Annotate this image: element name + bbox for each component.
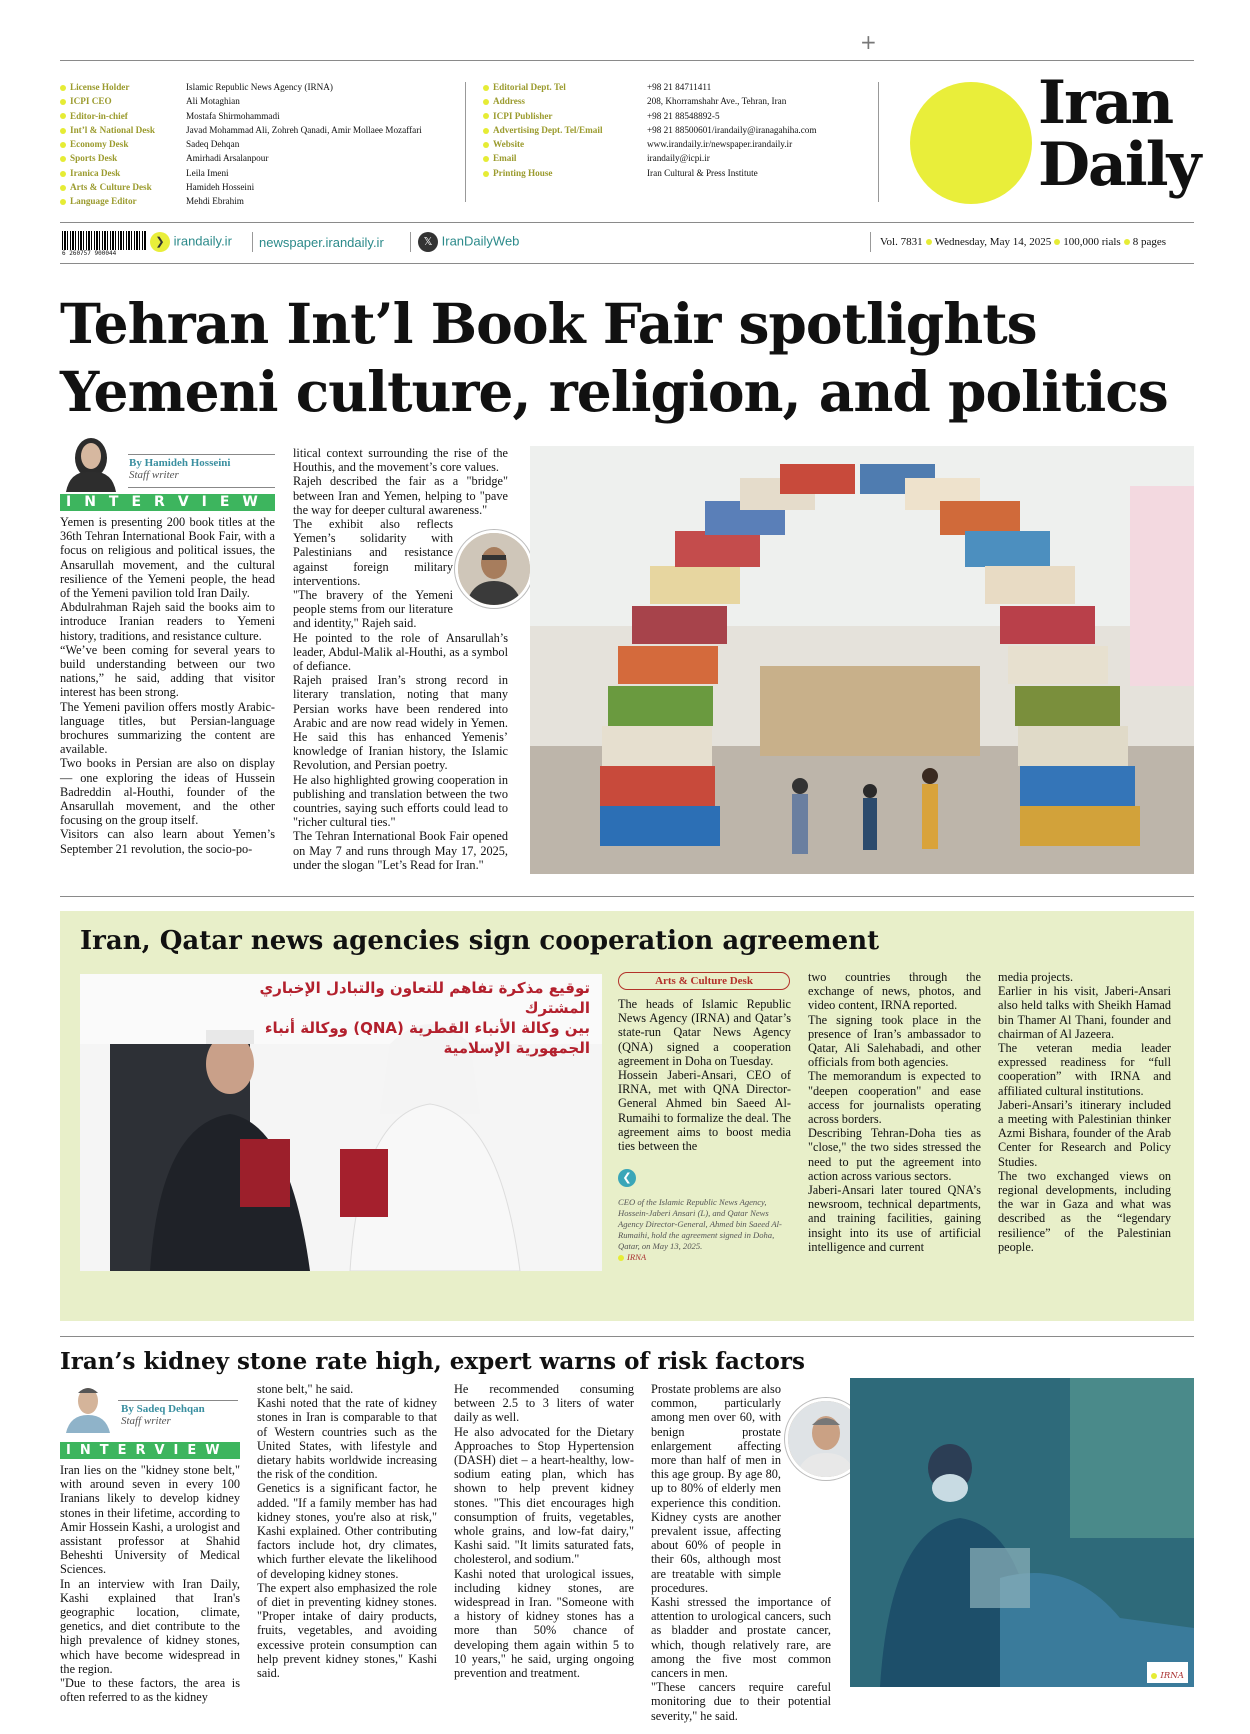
masthead-value: Sadeq Dehqan bbox=[186, 139, 240, 150]
article3-col3 bbox=[454, 1382, 634, 1680]
paragraph: Jaberi-Ansari’s itinerary included a meeting with Palestinian thinker Azmi Bishara, founder of the Arab Center for Research and Policy Studies. bbox=[998, 1097, 1171, 1169]
photo-credit-box bbox=[1147, 1662, 1188, 1683]
paragraph: Visitors can also learn about Yemen’s September 21 revolution, the socio-po- bbox=[60, 827, 275, 856]
masthead-value: 208, Khorramshahr Ave., Tehran, Iran bbox=[647, 96, 787, 107]
paper-link[interactable]: newspaper.irandaily.ir bbox=[259, 235, 384, 250]
issue-info bbox=[880, 236, 1166, 248]
banner-text bbox=[220, 978, 590, 1058]
article3-col2 bbox=[257, 1382, 437, 1680]
paragraph: The exhibit also reflects Yemen’s solidarity with Palestinians and resistance against foreign military interventions. bbox=[293, 517, 453, 588]
paragraph: media projects. bbox=[998, 970, 1074, 984]
x-link[interactable] bbox=[418, 232, 519, 252]
masthead-label: License Holder bbox=[60, 80, 185, 94]
paragraph: "Due to these factors, the area is often referred to as the kidney bbox=[60, 1676, 240, 1705]
paragraph: Earlier in his visit, Jaberi-Ansari also held talks with Sheikh Hamad bin Thamer Al Thani, founder and chairman of Al Jazeera. bbox=[998, 984, 1171, 1041]
paragraph: Kashi noted that urological issues, including kidney stones, are widespread in Iran. "Someone with a history of kidney stones has a more than 50% chance of developing them again within 5 to 10 years," he said, urging ongoing prevention and treatment. bbox=[454, 1566, 634, 1681]
caption-text: CEO of the Islamic Republic News Agency, Hossein-Jaberi Ansari (L), and Qatar News Agency Director-General, Ahmed bin Saeed Al-Rumaihi, hold the agreement signed in Doha, Qatar, on May 13, 2025. bbox=[618, 1197, 782, 1251]
byline-role: Staff writer bbox=[121, 1415, 171, 1427]
headline-line: Yemeni culture, religion, and politics bbox=[60, 359, 1168, 424]
article1-byline bbox=[129, 457, 230, 481]
infobar-divider bbox=[410, 232, 411, 252]
masthead-label: Int’l & National Desk bbox=[60, 123, 185, 137]
masthead-value: Leila Imeni bbox=[186, 167, 229, 178]
article3-col1 bbox=[60, 1463, 240, 1704]
masthead-value: Javad Mohammad Ali, Zohreh Qanadi, Amir Mollaee Mozaffari bbox=[186, 124, 422, 135]
article1-col1 bbox=[60, 515, 275, 856]
masthead-label: Editorial Dept. Tel bbox=[483, 80, 643, 94]
section-rule bbox=[60, 1336, 1194, 1337]
article1-headline[interactable] bbox=[60, 290, 1168, 426]
byline-role: Staff writer bbox=[129, 469, 179, 481]
paragraph: stone belt," he said. bbox=[257, 1382, 354, 1396]
issue-price: 100,000 rials bbox=[1063, 236, 1121, 248]
issue-vol: Vol. 7831 bbox=[880, 236, 923, 248]
masthead-value: Islamic Republic News Agency (IRNA) bbox=[186, 82, 333, 92]
article3-headline[interactable]: Iran’s kidney stone rate high, expert warns of risk factors bbox=[60, 1348, 805, 1375]
book-arch-photo bbox=[530, 446, 1194, 874]
masthead-label: ICPI Publisher bbox=[483, 109, 643, 123]
paragraph: Yemen is presenting 200 book titles at the 36th Tehran International Book Fair, with a focus on religious and political issues, the Ansarullah movement, and the cultural resilience of the Yemeni people, the head of the Yemeni pavilion told Iran Daily. bbox=[60, 515, 275, 601]
paragraph: He also advocated for the Dietary Approaches to Stop Hypertension (DASH) diet – a heart-healthy, low-sodium eating plan, which has shown to help prevent kidney stones. "This diet encourages high consumption of fruits, vegetables, whole grains, and low-fat dairy," Kashi said. "It limits saturated fats, cholesterol, and sodium." bbox=[454, 1424, 634, 1567]
masthead-value: +98 21 84711411 bbox=[647, 82, 712, 92]
chevron-right-icon: ❯ bbox=[150, 232, 170, 252]
article1-col2 bbox=[293, 446, 508, 872]
paragraph: In an interview with Iran Daily, Kashi explained that Iran's geographic location, climate, genetics, and diet contribute to the high prevalence of kidney stones, which have become widespread in the region. bbox=[60, 1576, 240, 1676]
masthead-label: Sports Desk bbox=[60, 151, 185, 165]
paragraph: Rajeh praised Iran’s strong record in literary translation, noting that many Persian works have been rendered into Arabic and are now read widely in Yemen. He said this has enhanced Yemenis’ knowledge of Iranian history, the Islamic Revolution, and Persian poetry. bbox=[293, 673, 508, 773]
masthead-label: Printing House bbox=[483, 166, 643, 180]
paragraph: Abdulrahman Rajeh said the books aim to introduce Iranian readers to Yemeni history, traditions, and resistance culture. bbox=[60, 600, 275, 643]
masthead-divider bbox=[878, 82, 879, 202]
paragraph: The signing took place in the presence of Iran’s ambassador to Qatar, Ali Salehabadi, and other officials from both agencies. bbox=[808, 1012, 981, 1070]
x-logo-icon: 𝕏 bbox=[418, 232, 438, 252]
infobar-bottom-rule bbox=[60, 263, 1194, 264]
masthead-label: Email bbox=[483, 151, 643, 165]
signing-photo bbox=[80, 974, 602, 1271]
issue-date: Wednesday, May 14, 2025 bbox=[934, 236, 1052, 248]
masthead-label: Arts & Culture Desk bbox=[60, 180, 185, 194]
paragraph: Rajeh described the fair as a "bridge" between Iran and Yemen, helping to "pave the way for deeper cultural awareness." bbox=[293, 474, 508, 517]
chevron-left-icon[interactable]: ❮ bbox=[618, 1169, 636, 1187]
byline-rule bbox=[128, 487, 275, 488]
paragraph: The heads of Islamic Republic News Agency (IRNA) and Qatar’s state-run Qatar News Agency (QNA) signed a cooperation agreement in Doha on Tuesday. bbox=[618, 997, 791, 1068]
paragraph: He also highlighted growing cooperation in publishing and translation between the two countries, saying such efforts could lead to "richer cultural ties." bbox=[293, 772, 508, 830]
site-link-text: irandaily.ir bbox=[173, 233, 232, 249]
masthead-label: Address bbox=[483, 94, 643, 108]
article2-col2 bbox=[808, 970, 981, 1254]
masthead-value: irandaily@icpi.ir bbox=[647, 153, 710, 164]
paragraph: The two exchanged views on regional developments, including the war in Gaza and what was described as the “legendary resilience” of the Palestinian people. bbox=[998, 1168, 1171, 1254]
paragraph: Hossein Jaberi-Ansari, CEO of IRNA, met with QNA Director-General Ahmed bin Saeed Al-Rumaihi to formalize the deal. The agreement aims to boost media ties between the bbox=[618, 1068, 791, 1154]
masthead-values-left bbox=[186, 80, 456, 209]
book-arch-illustration bbox=[530, 446, 1194, 874]
masthead-value: +98 21 88548892-5 bbox=[647, 110, 720, 121]
author-avatar bbox=[60, 1383, 116, 1433]
paragraph: Two books in Persian are also on display — one exploring the ideas of Hussein Badreddin al-Houthi, founder of the Ansarullah movement, and the other focusing on the group itself. bbox=[60, 756, 275, 828]
interview-badge: INTERVIEW bbox=[60, 1442, 240, 1459]
paragraph: Genetics is a significant factor, he added. "If a family member has had kidney stones, you're also at risk," Kashi explained. Other contributing factors include hot, dry climates, which further elevate the likelihood of developing kidney stones. bbox=[257, 1481, 437, 1581]
paragraph: Kashi stressed the importance of attention to urological cancers, such as bladder and prostate cancer, which, though relatively rare, are among the five most common cancers in men. bbox=[651, 1595, 831, 1681]
paragraph: The veteran media leader expressed readiness for “full cooperation” with IRNA and affiliated cultural institutions. bbox=[998, 1041, 1171, 1098]
interviewee-avatar bbox=[455, 530, 533, 608]
paragraph: The expert also emphasized the role of diet in preventing kidney stones. "Proper intake of dairy products, fruits, vegetables, and avoiding excessive protein consumption can help prevent kidney stones," Kashi said. bbox=[257, 1580, 437, 1681]
article2-col3 bbox=[998, 970, 1171, 1254]
paragraph: "These cancers require careful monitoring due to their potential severity," he said. bbox=[651, 1680, 831, 1723]
paragraph: "The bravery of the Yemeni people stems from our literature and identity," Rajeh said. bbox=[293, 588, 453, 631]
logo-sun-icon bbox=[910, 82, 1032, 204]
masthead-values-right bbox=[647, 80, 872, 180]
surgery-illustration bbox=[850, 1378, 1194, 1687]
infobar-divider bbox=[870, 232, 871, 252]
byline-name[interactable]: By Sadeq Dehqan bbox=[121, 1403, 205, 1415]
masthead-value: Iran Cultural & Press Institute bbox=[647, 167, 758, 178]
photo-credit: IRNA bbox=[1151, 1671, 1184, 1681]
paragraph: He pointed to the role of Ansarullah’s leader, Abdul-Malik al-Houthi, as a symbol of defiance. bbox=[293, 630, 508, 674]
masthead-value: www.irandaily.ir/newspaper.irandaily.ir bbox=[647, 139, 793, 150]
masthead-label: Editor-in-chief bbox=[60, 109, 185, 123]
article3-byline bbox=[121, 1403, 205, 1427]
banner-line: بين وكالة الأنباء القطرية (QNA) ووكالة أنباء الجمهورية الإسلامية bbox=[264, 1019, 590, 1057]
masthead-value: Ali Motaghian bbox=[186, 96, 240, 107]
paragraph: Jaberi-Ansari later toured QNA’s newsroom, technical departments, and training facilities, gaining insight into its use of artificial intelligence and current bbox=[808, 1183, 981, 1254]
byline-rule bbox=[128, 454, 275, 455]
masthead-label: Economy Desk bbox=[60, 137, 185, 151]
paragraph: Prostate problems are also common, particularly among men over 60, with benign prostate enlargement affecting more than half of men in this age group. By age 80, up to 80% of elderly men experience this condition. Kidney cysts are another prevalent issue, affecting about 60% of people in their 60s, although most are treatable with simple procedures. bbox=[651, 1382, 781, 1595]
paragraph: The Tehran International Book Fair opened on May 7 and runs through May 17, 2025, under the slogan "Let’s Read for Iran." bbox=[293, 829, 508, 872]
masthead-value: Amirhadi Arsalanpour bbox=[186, 153, 269, 164]
interview-badge: INTERVIEW bbox=[60, 494, 275, 511]
masthead-label: Advertising Dept. Tel/Email bbox=[483, 123, 643, 137]
logo-line1: Iran bbox=[1038, 68, 1173, 138]
masthead-value: Mehdi Ebrahim bbox=[186, 196, 244, 207]
photo-credit: IRNA bbox=[618, 1252, 788, 1263]
masthead-label: Website bbox=[483, 137, 643, 151]
author-avatar bbox=[60, 434, 122, 492]
headline-line: Tehran Int’l Book Fair spotlights bbox=[60, 291, 1037, 356]
logo[interactable] bbox=[1038, 68, 1200, 200]
paragraph: Iran lies on the "kidney stone belt," with around seven in every 100 Iranians likely to develop kidney stones in their lifetime, according to Amir Hossein Kashi, a urologist and assistant professor at Shahid Beheshti University of Medical Sciences. bbox=[60, 1463, 240, 1577]
infobar-divider bbox=[252, 232, 253, 252]
article2-headline[interactable]: Iran, Qatar news agencies sign cooperation agreement bbox=[80, 926, 880, 956]
byline-name[interactable]: By Hamideh Hosseini bbox=[129, 457, 231, 469]
paragraph: He recommended consuming between 2.5 to 3 liters of water daily as well. bbox=[454, 1382, 634, 1425]
paragraph: Describing Tehran-Doha ties as "close," the two sides stressed the need to put the agreement into action across various sectors. bbox=[808, 1126, 981, 1183]
top-rule bbox=[60, 60, 1194, 61]
masthead-divider bbox=[465, 82, 466, 202]
x-link-text: IranDailyWeb bbox=[441, 233, 520, 249]
issue-pages: 8 pages bbox=[1132, 236, 1166, 248]
masthead-value: Mostafa Shirmohammadi bbox=[186, 110, 280, 121]
infobar-top-rule bbox=[60, 222, 1194, 223]
paragraph: litical context surrounding the rise of the Houthis, and the movement’s core values. bbox=[293, 446, 508, 475]
masthead-label: ICPI CEO bbox=[60, 94, 185, 108]
masthead-label: Iranica Desk bbox=[60, 166, 185, 180]
barcode-number: 6 260757 900044 bbox=[62, 250, 146, 257]
logo-line2: Daily bbox=[1038, 130, 1200, 200]
paragraph: Kashi noted that the rate of kidney stones in Iran is comparable to that of Western countries such as the United States, with lifestyle and dietary habits worldwide increasing the risk of the condition. bbox=[257, 1396, 437, 1482]
paragraph: “We’ve been coming for several years to build understanding between our two nations,” he said, adding that visitor interest has been strong. bbox=[60, 642, 275, 700]
byline-rule bbox=[118, 1400, 238, 1401]
section-rule bbox=[60, 896, 1194, 897]
banner-line: توقيع مذكرة تفاهم للتعاون والتبادل الإخباري المشترك bbox=[259, 979, 590, 1017]
paragraph: two countries through the exchange of news, photos, and video content, IRNA reported. bbox=[808, 970, 981, 1013]
site-link[interactable] bbox=[150, 232, 232, 252]
masthead-value: Hamideh Hosseini bbox=[186, 182, 255, 193]
paragraph: The Yemeni pavilion offers mostly Arabic-language titles, but Persian-language brochures summarizing the content are available. bbox=[60, 699, 275, 757]
surgery-photo bbox=[850, 1378, 1194, 1687]
masthead-labels-left bbox=[60, 80, 185, 209]
desk-badge: Arts & Culture Desk bbox=[618, 972, 790, 990]
article2-col1 bbox=[618, 997, 791, 1153]
paragraph: The memorandum is expected to "deepen cooperation" and ease access for journalists operating across borders. bbox=[808, 1069, 981, 1127]
masthead-labels-right bbox=[483, 80, 643, 180]
crop-mark-icon: + bbox=[860, 30, 877, 54]
photo-caption bbox=[618, 1197, 788, 1263]
masthead-value: +98 21 88500601/irandaily@iranagahiha.com bbox=[647, 124, 817, 135]
masthead-label: Language Editor bbox=[60, 194, 185, 208]
